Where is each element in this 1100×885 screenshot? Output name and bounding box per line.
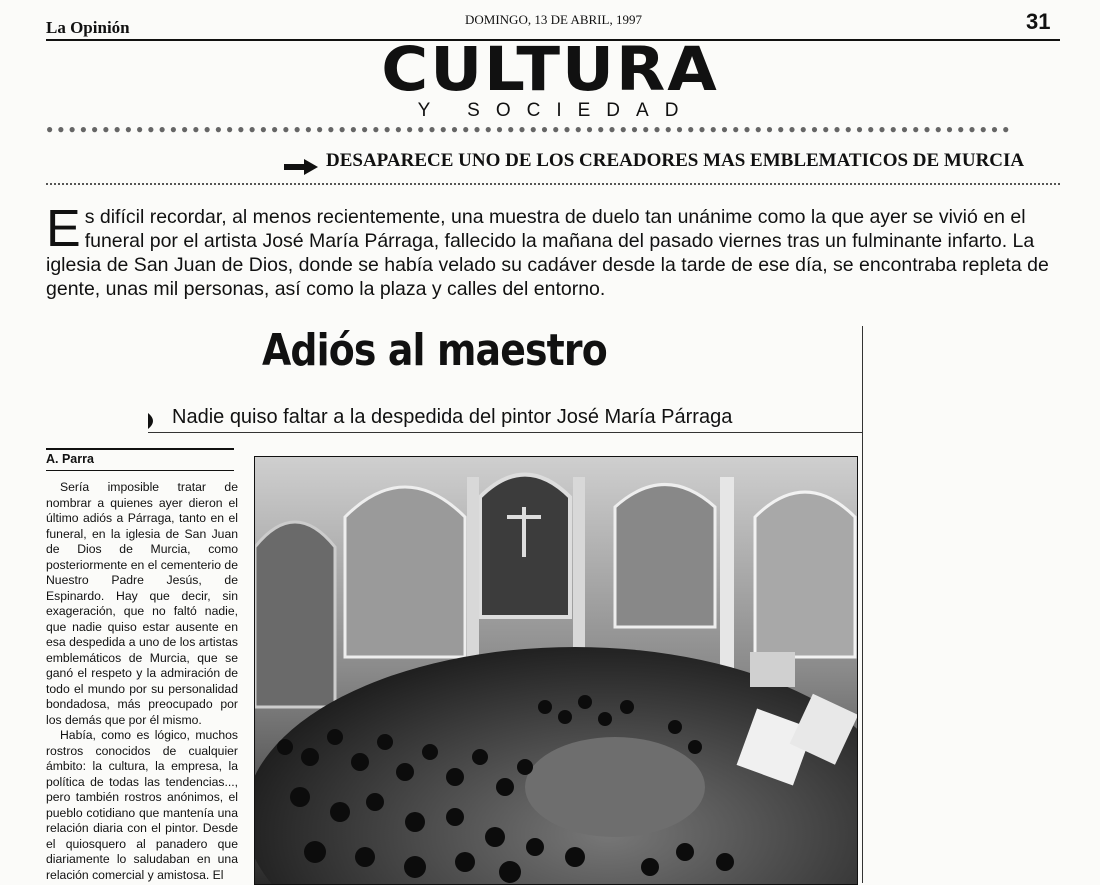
- lead-paragraph: [46, 200, 1060, 301]
- body-paragraph: Había, como es lógico, muchos rostros conocidos de cualquier ámbito: la cultura, la empresa, la política de todas las tendencias..., pero también rostros anónimos, el pueblo cotidiano que mantenía una relación diaria con el pintor. Desde el quiosquero al panadero que diariamente lo saludaban en una relación comercial y amistosa. El: [46, 728, 238, 882]
- section-subtitle: Y SOCIEDAD: [417, 100, 695, 121]
- dotted-rule: [46, 183, 1060, 185]
- deck-rule: [148, 432, 862, 433]
- arrow-icon: [284, 159, 318, 175]
- section-title: CULTURA: [381, 34, 719, 106]
- column-rule: [862, 326, 863, 883]
- body-paragraph: Sería imposible tratar de nombrar a quienes ayer dieron el último adiós a Párraga, tanto en el funeral, en la iglesia de San Juan de Dios de Murcia, como posteriormente en el cementerio de Nuestro Padre Jesús, de Espinardo. Hay que decir, sin exageración, que no faltó nadie, que nadie quiso estar ausente en esa despedida a uno de los artistas emblemáticos de Murcia, que se ganó el respeto y la admiración de todo el mundo por su personalidad bondadosa, más preocupado por los demás que por él mismo.: [46, 480, 238, 727]
- masthead: La Opinión: [46, 18, 130, 37]
- headline: Adiós al maestro: [262, 325, 607, 376]
- bullet-icon: [148, 413, 158, 429]
- article-body: [46, 480, 238, 883]
- dateline: DOMINGO, 13 DE ABRIL, 1997: [465, 12, 642, 27]
- byline-rule: [46, 448, 234, 450]
- church-funeral-photo: [254, 456, 858, 885]
- dotted-divider: ●●●●●●●●●●●●●●●●●●●●●●●●●●●●●●●●●●●●●●●●●●●●●●●●●●●●●●●●●●●●●●●●●●●●●●●●●●●●●●●●●●●●●●: [46, 124, 1014, 134]
- deck: Nadie quiso faltar a la despedida del pintor José María Párraga: [172, 406, 733, 428]
- kicker: DESAPARECE UNO DE LOS CREADORES MAS EMBLEMATICOS DE MURCIA: [326, 150, 1025, 171]
- page-number: 31: [1026, 9, 1051, 34]
- byline-rule-bottom: [46, 470, 234, 471]
- byline: A. Parra: [46, 452, 94, 466]
- lead-text: s difícil recordar, al menos recientemente, una muestra de duelo tan unánime como la que ayer se vivió en el funeral por el artista José María Párraga, fallecido la mañana del pasado viernes tras un fulminante infarto. La iglesia de San Juan de Dios, donde se había velado su cadáver desde la tarde de ese día, se encontraba repleta de gente, unas mil personas, así como la plaza y calles del entorno.: [46, 206, 1049, 300]
- photo-illustration: [255, 457, 857, 884]
- drop-cap: E: [46, 200, 81, 258]
